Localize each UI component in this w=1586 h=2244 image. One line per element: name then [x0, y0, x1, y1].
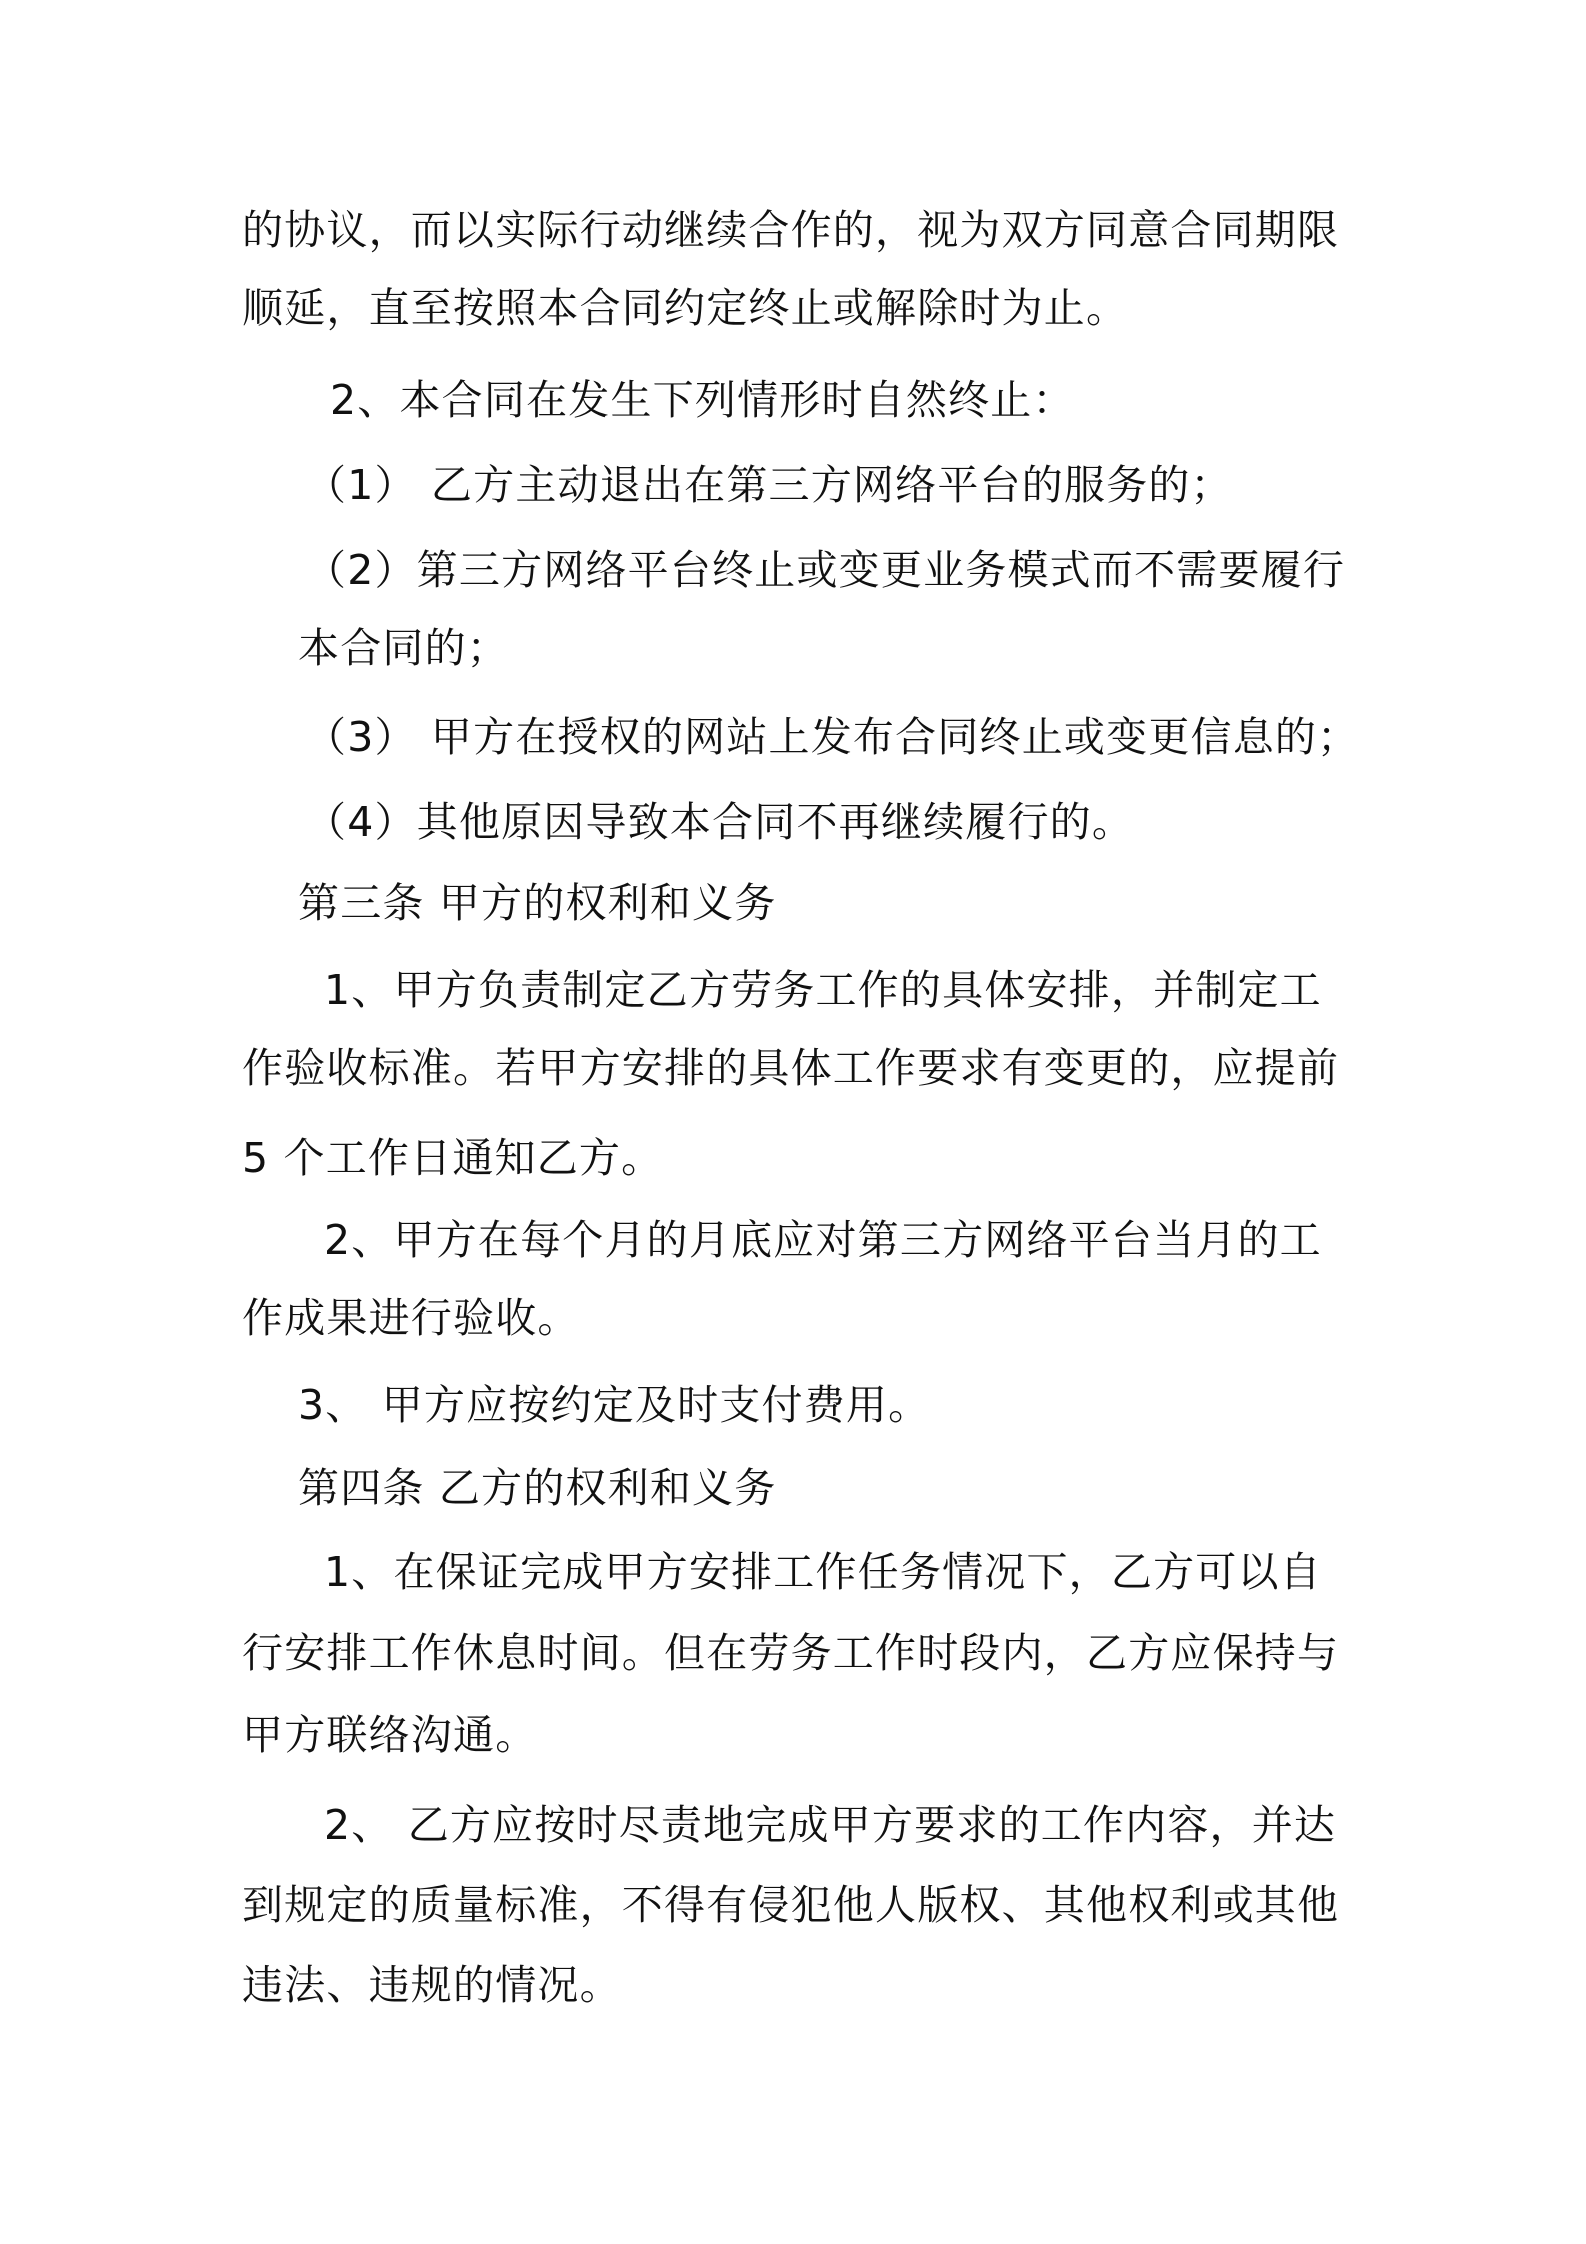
text-line: 5 个工作日通知乙方。: [242, 1134, 664, 1182]
article-heading: 第四条 乙方的权利和义务: [298, 1464, 777, 1512]
clause-item: 2、甲方在每个月的月底应对第三方网络平台当月的工: [324, 1216, 1322, 1264]
text-line: 本合同的；: [298, 624, 509, 672]
sub-item: （3） 甲方在授权的网站上发布合同终止或变更信息的；: [305, 713, 1360, 761]
text-line: 的协议，而以实际行动继续合作的，视为双方同意合同期限: [242, 206, 1340, 254]
clause-item: 2、本合同在发生下列情形时自然终止：: [330, 376, 1075, 424]
sub-item: （4）其他原因导致本合同不再继续履行的。: [305, 798, 1135, 846]
text-line: 行安排工作休息时间。但在劳务工作时段内，乙方应保持与: [242, 1629, 1340, 1677]
text-line: 顺延，直至按照本合同约定终止或解除时为止。: [242, 284, 1129, 332]
text-line: 甲方联络沟通。: [242, 1711, 538, 1759]
sub-item: （2）第三方网络平台终止或变更业务模式而不需要履行: [305, 546, 1346, 594]
text-line: 违法、违规的情况。: [242, 1961, 622, 2009]
text-line: 作验收标准。若甲方安排的具体工作要求有变更的，应提前: [242, 1044, 1340, 1092]
clause-item: 3、 甲方应按约定及时支付费用。: [298, 1381, 931, 1429]
sub-item: （1） 乙方主动退出在第三方网络平台的服务的；: [305, 461, 1233, 509]
clause-item: 1、在保证完成甲方安排工作任务情况下，乙方可以自: [324, 1548, 1322, 1596]
clause-item: 2、 乙方应按时尽责地完成甲方要求的工作内容，并达: [324, 1801, 1337, 1849]
clause-item: 1、甲方负责制定乙方劳务工作的具体安排，并制定工: [324, 966, 1322, 1014]
text-line: 到规定的质量标准，不得有侵犯他人版权、其他权利或其他: [242, 1881, 1340, 1929]
text-line: 作成果进行验收。: [242, 1294, 580, 1342]
article-heading: 第三条 甲方的权利和义务: [298, 879, 777, 927]
